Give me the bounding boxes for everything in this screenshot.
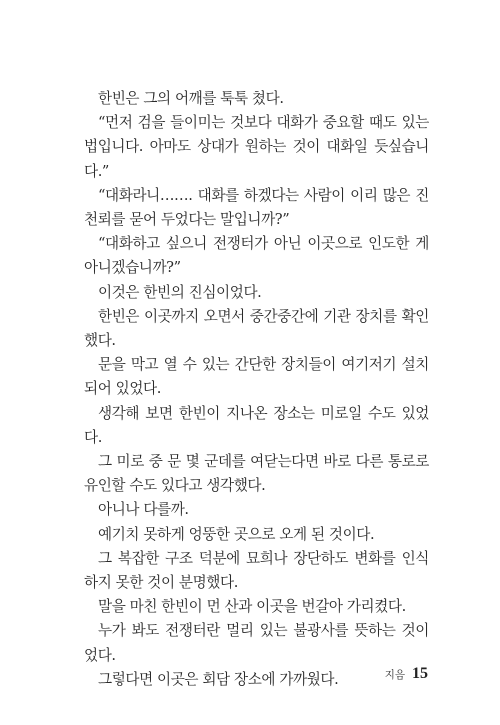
paragraph: 그렇다면 이곳은 회담 장소에 가까웠다. bbox=[98, 670, 339, 688]
paragraph: 누가 봐도 전쟁터란 멀리 있는 불광사를 뜻하는 것이었다. bbox=[84, 622, 429, 664]
body-text bbox=[84, 87, 429, 692]
page-footer bbox=[385, 665, 428, 683]
paragraph: 한빈은 그의 어깨를 툭툭 쳤다. bbox=[98, 90, 284, 107]
paragraph: 한빈은 이곳까지 오면서 중간중간에 기관 장치를 확인했다. bbox=[84, 307, 429, 350]
paragraph: 아니나 다를까. bbox=[98, 501, 189, 519]
paragraph: “대화하고 싶으니 전쟁터가 아닌 이곳으로 인도한 게 아니겠습니까?” bbox=[84, 235, 429, 277]
paragraph: 문을 막고 열 수 있는 간단한 장치들이 여기저기 설치되어 있었다. bbox=[84, 356, 429, 398]
paragraph: 그 미로 중 문 몇 군데를 여닫는다면 바로 다른 통로로 유인할 수도 있다고 생각했다. bbox=[84, 453, 429, 495]
page-number: 15 bbox=[412, 665, 428, 682]
paragraph: 이것은 한빈의 진심이었다. bbox=[98, 283, 262, 301]
paragraph: 말을 마친 한빈이 먼 산과 이곳을 번갈아 가리켰다. bbox=[98, 598, 406, 616]
paragraph: 예기치 못하게 엉뚱한 곳으로 오게 된 것이다. bbox=[98, 525, 375, 543]
paragraph: 그 복잡한 구조 덕분에 묘희나 장단하도 변화를 인식하지 못한 것이 분명했다. bbox=[84, 549, 429, 592]
paragraph: 생각해 보면 한빈이 지나온 장소는 미로일 수도 있었다. bbox=[84, 404, 429, 446]
paragraph: “대화라니……. 대화를 하겠다는 사람이 이리 많은 진천뢰를 묻어 두었다는 말입니까?” bbox=[84, 186, 429, 229]
chapter-label: 지음 bbox=[384, 669, 405, 681]
paragraph: “먼저 검을 들이미는 것보다 대화가 중요할 때도 있는 법입니다. 아마도 상대가 원하는 것이 대화일 듯싶습니다.” bbox=[84, 114, 429, 180]
